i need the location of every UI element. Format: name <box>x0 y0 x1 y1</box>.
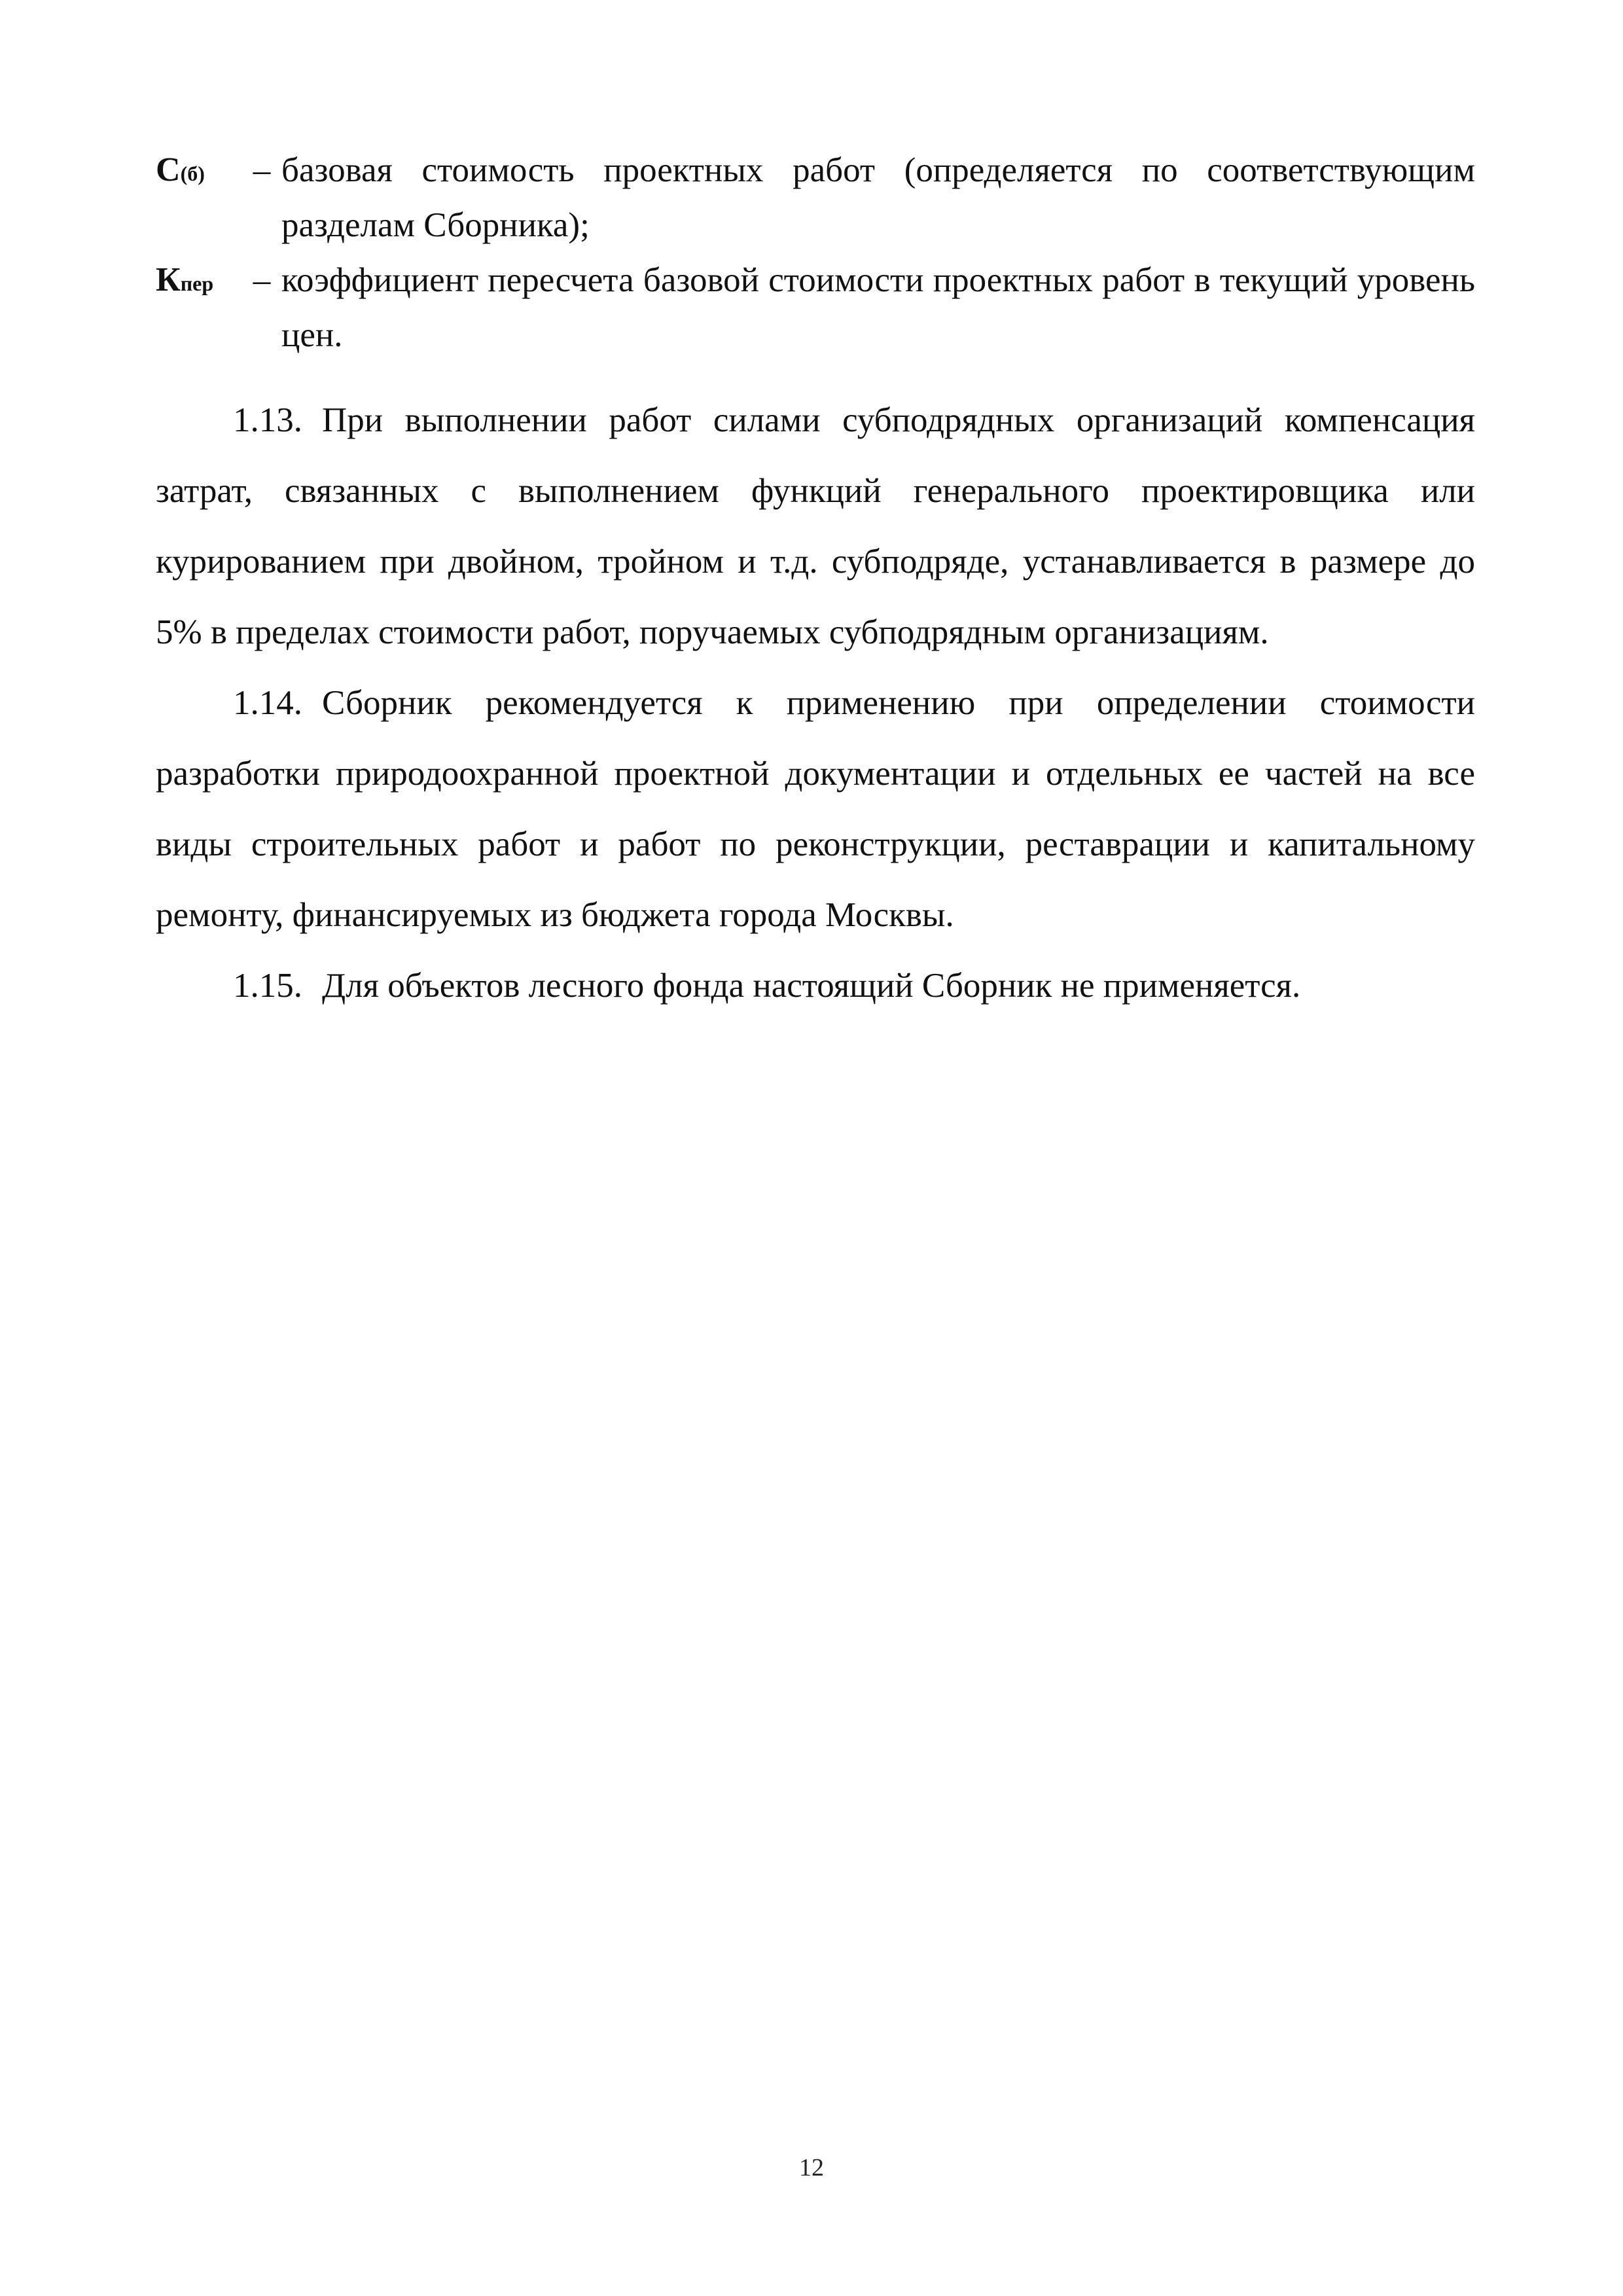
definition-item <box>156 253 1475 363</box>
clause-number: 1.15. <box>233 967 302 1005</box>
definitions-list <box>156 143 1475 363</box>
definition-symbol <box>156 253 242 311</box>
clause-text: При выполнении работ силами субподрядных организаций компенсация затрат, связанных с выполнением функций генерального проектировщика или курированием при двойном, тройном и т.д. субподряде, устанавливается в размере до 5% в пределах стоимости работ, поручаемых субподрядным организациям. <box>156 401 1475 651</box>
clause-1-13 <box>156 385 1475 668</box>
symbol-main: С <box>156 151 181 188</box>
clauses-section <box>156 385 1475 1021</box>
definition-dash: – <box>253 151 271 189</box>
page-content <box>156 143 1475 1021</box>
symbol-subscript: пер <box>180 272 214 295</box>
clause-1-14 <box>156 668 1475 950</box>
definition-symbol <box>156 143 242 201</box>
clause-text: Сборник рекомендуется к применению при определении стоимости разработки природоохранной проектной документации и отдельных ее частей на все виды строительных работ и работ по реконструкции, реставрации и капитальному ремонту, финансируемых из бюджета города Москвы. <box>156 684 1475 934</box>
definition-text: коэффициент пересчета базовой стоимости проектных работ в текущий уровень цен. <box>281 261 1475 354</box>
definition-item <box>156 143 1475 253</box>
page-number: 12 <box>799 2154 824 2181</box>
clause-1-15 <box>156 950 1475 1021</box>
definition-text: базовая стоимость проектных работ (определяется по соответствующим разделам Сборника); <box>281 151 1475 244</box>
definition-dash: – <box>253 261 271 299</box>
symbol-main: К <box>156 261 181 298</box>
symbol-subscript: (б) <box>180 162 205 185</box>
clause-number: 1.14. <box>233 684 302 722</box>
clause-number: 1.13. <box>233 401 302 439</box>
clause-text: Для объектов лесного фонда настоящий Сборник не применяется. <box>322 967 1301 1005</box>
